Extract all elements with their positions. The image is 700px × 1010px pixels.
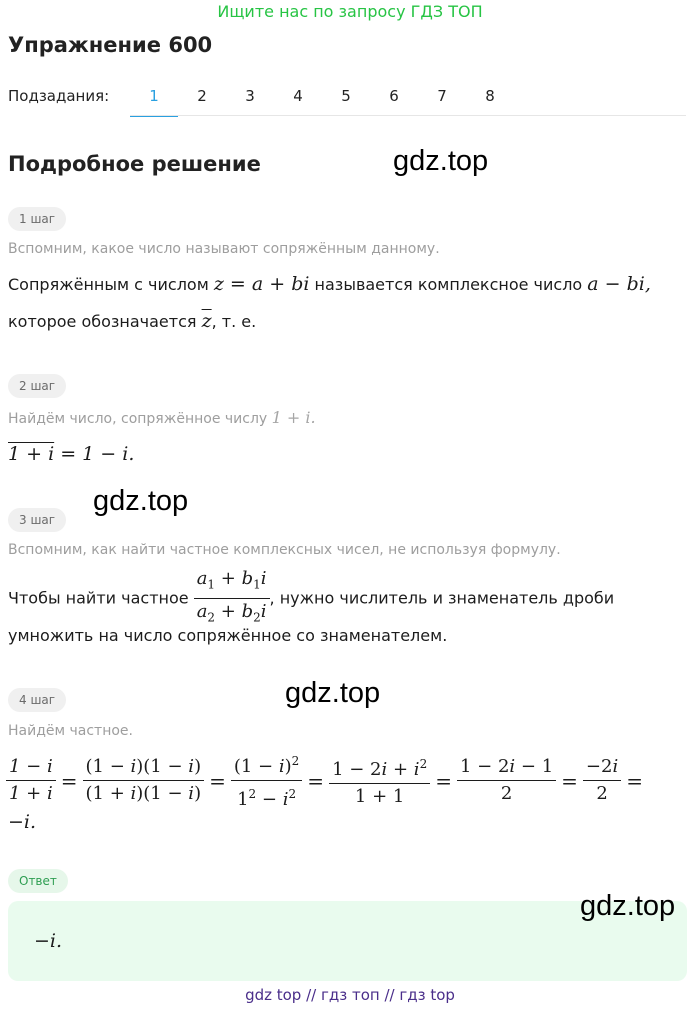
step-4-equation: $\frac{1 - i}{1 + i}$ = $\frac{(1 - i)(1 - i)}{(1 + i)(1 - i)}$ = $\frac{(1 - i)^2}{1^2 - i^2}$ = $\frac{1 - 2i + i^2}{1 + 1}$ = $\frac{1 - 2i - 1}{2}$ = $\frac{-2i}{2}$ = (6, 748, 648, 813)
step-1-line-1 (8, 273, 651, 295)
quotient-fraction: $\frac{1 - i}{1 + i}$ (6, 754, 56, 807)
step-1-hint: Вспомним, какое число называют сопряжённым данному. (8, 241, 440, 257)
tab-subtask-4[interactable]: 4 (293, 87, 303, 105)
step-4-result: −i. (8, 811, 37, 833)
step-4-hint: Найдём частное. (8, 723, 133, 739)
tab-subtask-6[interactable]: 6 (389, 87, 399, 105)
tab-subtask-2[interactable]: 2 (197, 87, 207, 105)
simplified-fraction: $\frac{1 - 2i - 1}{2}$ (457, 754, 556, 807)
step-2-equation (8, 443, 134, 465)
step-2-conj-result: = 1 − i. (54, 443, 135, 465)
step-3-line-1 (8, 566, 614, 630)
tab-subtask-5[interactable]: 5 (341, 87, 351, 105)
multiplied-fraction: $\frac{(1 - i)(1 - i)}{(1 + i)(1 - i)}$ (83, 754, 205, 807)
tab-subtask-1[interactable]: 1 (130, 85, 178, 117)
watermark: gdz.top (393, 145, 489, 177)
step-3-pill: 3 шаг (8, 508, 66, 532)
step-1-formula-zbar: $\overline{z}$ (201, 310, 212, 332)
step-3-hint: Вспомним, как найти частное комплексных чисел, не используя формулу. (8, 542, 561, 558)
tabs-divider (130, 115, 686, 116)
step-1-formula-conj: a − bi, (587, 273, 651, 295)
step-2-hint (8, 408, 316, 427)
step-1-text-d: , т. е. (211, 312, 257, 331)
step-1-text-c: которое обозначается (8, 312, 202, 331)
step-3-line-2: умножить на число сопряжённое со знаменателем. (8, 626, 448, 645)
step-2-pill: 2 шаг (8, 374, 66, 398)
expanded-fraction: $\frac{1 - 2i + i^2}{1 + 1}$ (329, 751, 430, 810)
tab-subtask-3[interactable]: 3 (245, 87, 255, 105)
step-1-line-2 (8, 310, 256, 332)
step-3-fraction: $\frac{a_1 + b_1i}{a_2 + b_2i}$ (194, 566, 270, 630)
promo-banner: Ищите нас по запросу ГДЗ ТОП (217, 2, 483, 21)
page-title: Упражнение 600 (8, 33, 213, 57)
watermark: gdz.top (285, 677, 381, 709)
step-2-hint-text: Найдём число, сопряжённое числу (8, 411, 272, 427)
subtasks-label: Подзадания: (8, 87, 110, 105)
step-3-text-a: Чтобы найти частное (8, 588, 194, 608)
footer-links[interactable]: gdz top // гдз топ // гдз top (245, 986, 455, 1004)
step-3-text-b: , нужно числитель и знаменатель дроби (269, 588, 615, 608)
step-4-pill: 4 шаг (8, 688, 66, 712)
step-1-text-a: Сопряжённым с числом (8, 275, 214, 294)
watermark: gdz.top (580, 890, 676, 922)
step-1-pill: 1 шаг (8, 207, 66, 231)
step-2-hint-formula: 1 + i. (271, 408, 316, 427)
answer-value: −i. (34, 930, 63, 952)
subtasks-tabs (130, 85, 514, 117)
solution-heading: Подробное решение (8, 152, 261, 176)
step-2-conj-expr: 1 + i (8, 443, 55, 465)
watermark: gdz.top (93, 485, 189, 517)
squared-fraction: $\frac{(1 - i)^2}{1^2 - i^2}$ (231, 748, 302, 813)
tab-subtask-8[interactable]: 8 (485, 87, 495, 105)
tab-subtask-7[interactable]: 7 (437, 87, 447, 105)
step-1-formula-z: z = a + bi (213, 273, 310, 295)
answer-pill: Ответ (8, 869, 68, 893)
final-fraction: $\frac{-2i}{2}$ (583, 754, 621, 807)
step-1-text-b: называется комплексное число (309, 275, 588, 294)
